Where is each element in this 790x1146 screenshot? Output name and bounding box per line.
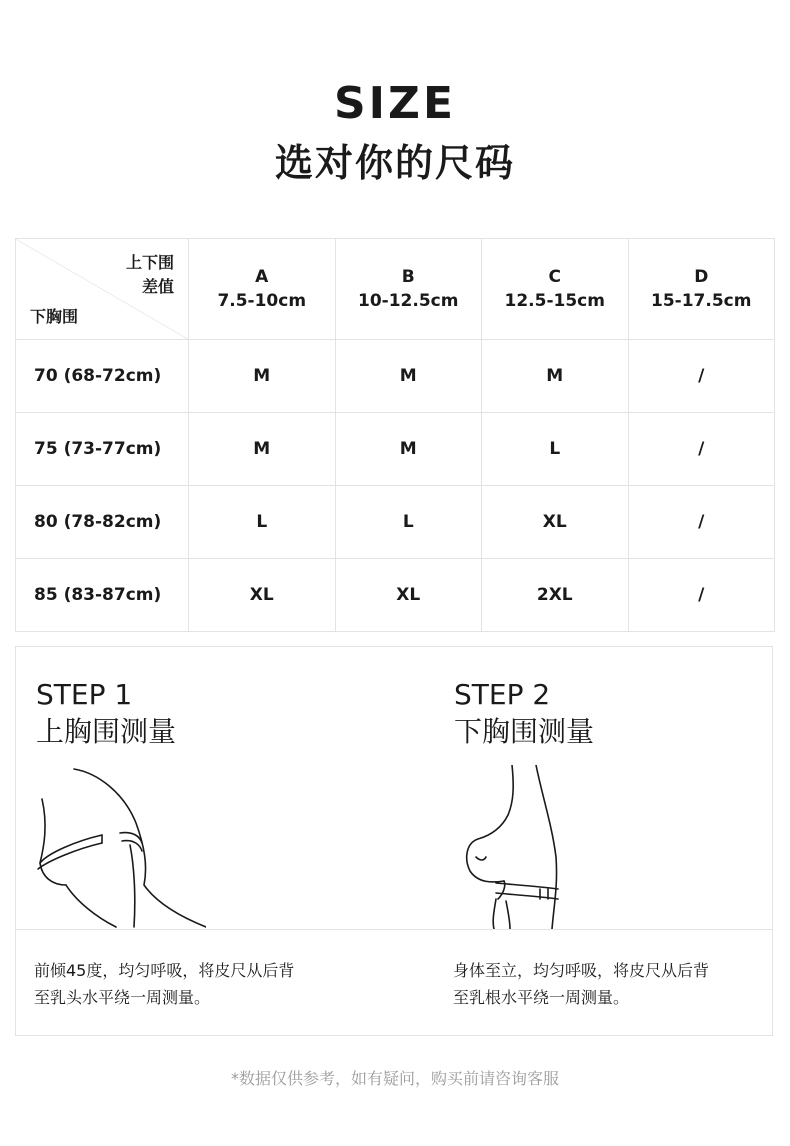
table-cell: XL bbox=[335, 559, 482, 632]
table-cell: M bbox=[189, 340, 336, 413]
cup-range: 10-12.5cm bbox=[358, 291, 459, 311]
description-line: 至乳头水平绕一周测量。 bbox=[34, 988, 211, 1007]
table-row bbox=[16, 559, 775, 632]
row-label: 70 (68-72cm) bbox=[16, 340, 189, 413]
size-table bbox=[15, 238, 775, 632]
table-cell: M bbox=[335, 413, 482, 486]
column-header-b bbox=[335, 239, 482, 340]
steps-divider bbox=[16, 929, 772, 930]
corner-top-line2: 差值 bbox=[141, 277, 174, 296]
row-label: 75 (73-77cm) bbox=[16, 413, 189, 486]
table-cell: L bbox=[482, 413, 629, 486]
table-cell: M bbox=[335, 340, 482, 413]
row-label: 80 (78-82cm) bbox=[16, 486, 189, 559]
cup-range: 15-17.5cm bbox=[651, 291, 752, 311]
step-1-heading bbox=[36, 677, 176, 751]
step-title: 上胸围测量 bbox=[36, 715, 177, 748]
column-header-a bbox=[189, 239, 336, 340]
cup-label: D bbox=[694, 267, 709, 287]
table-cell: M bbox=[482, 340, 629, 413]
description-line: 至乳根水平绕一周测量。 bbox=[453, 988, 630, 1007]
measurement-steps-panel bbox=[15, 646, 773, 1036]
cup-label: C bbox=[548, 267, 561, 287]
column-header-c bbox=[482, 239, 629, 340]
table-row bbox=[16, 340, 775, 413]
corner-bottom-label: 下胸围 bbox=[30, 307, 79, 326]
column-header-d bbox=[628, 239, 775, 340]
step-title: 下胸围测量 bbox=[454, 715, 595, 748]
table-cell: / bbox=[628, 340, 775, 413]
cup-label: B bbox=[401, 267, 415, 287]
table-cell: / bbox=[628, 559, 775, 632]
description-line: 身体至立，均匀呼吸，将皮尺从后背 bbox=[453, 961, 710, 980]
table-row bbox=[16, 486, 775, 559]
table-cell: 2XL bbox=[482, 559, 629, 632]
table-cell: L bbox=[189, 486, 336, 559]
step-2-heading bbox=[454, 677, 594, 751]
cup-label: A bbox=[255, 267, 269, 287]
corner-top-line1: 上下围 bbox=[125, 253, 174, 272]
row-label: 85 (83-87cm) bbox=[16, 559, 189, 632]
cup-range: 7.5-10cm bbox=[217, 291, 307, 311]
page-title-cn: 选对你的尺码 bbox=[274, 141, 515, 185]
step-number: STEP 2 bbox=[454, 678, 551, 711]
step-1-description bbox=[34, 957, 294, 1011]
table-row bbox=[16, 413, 775, 486]
table-cell: M bbox=[189, 413, 336, 486]
leaning-torso-illustration bbox=[36, 765, 206, 929]
step-number: STEP 1 bbox=[36, 678, 133, 711]
table-cell: XL bbox=[189, 559, 336, 632]
step-2-description bbox=[453, 957, 709, 1011]
disclaimer-note: *数据仅供参考，如有疑问，购买前请咨询客服 bbox=[230, 1069, 559, 1088]
corner-top-label bbox=[126, 251, 174, 299]
cup-range: 12.5-15cm bbox=[504, 291, 605, 311]
description-line: 前倾45度，均匀呼吸，将皮尺从后背 bbox=[34, 961, 295, 980]
table-cell: L bbox=[335, 486, 482, 559]
table-cell: / bbox=[628, 486, 775, 559]
table-header-row bbox=[16, 239, 775, 340]
corner-cell bbox=[16, 239, 189, 340]
table-cell: / bbox=[628, 413, 775, 486]
upright-torso-illustration bbox=[448, 765, 628, 929]
table-cell: XL bbox=[482, 486, 629, 559]
page-title-en: SIZE bbox=[333, 78, 457, 129]
